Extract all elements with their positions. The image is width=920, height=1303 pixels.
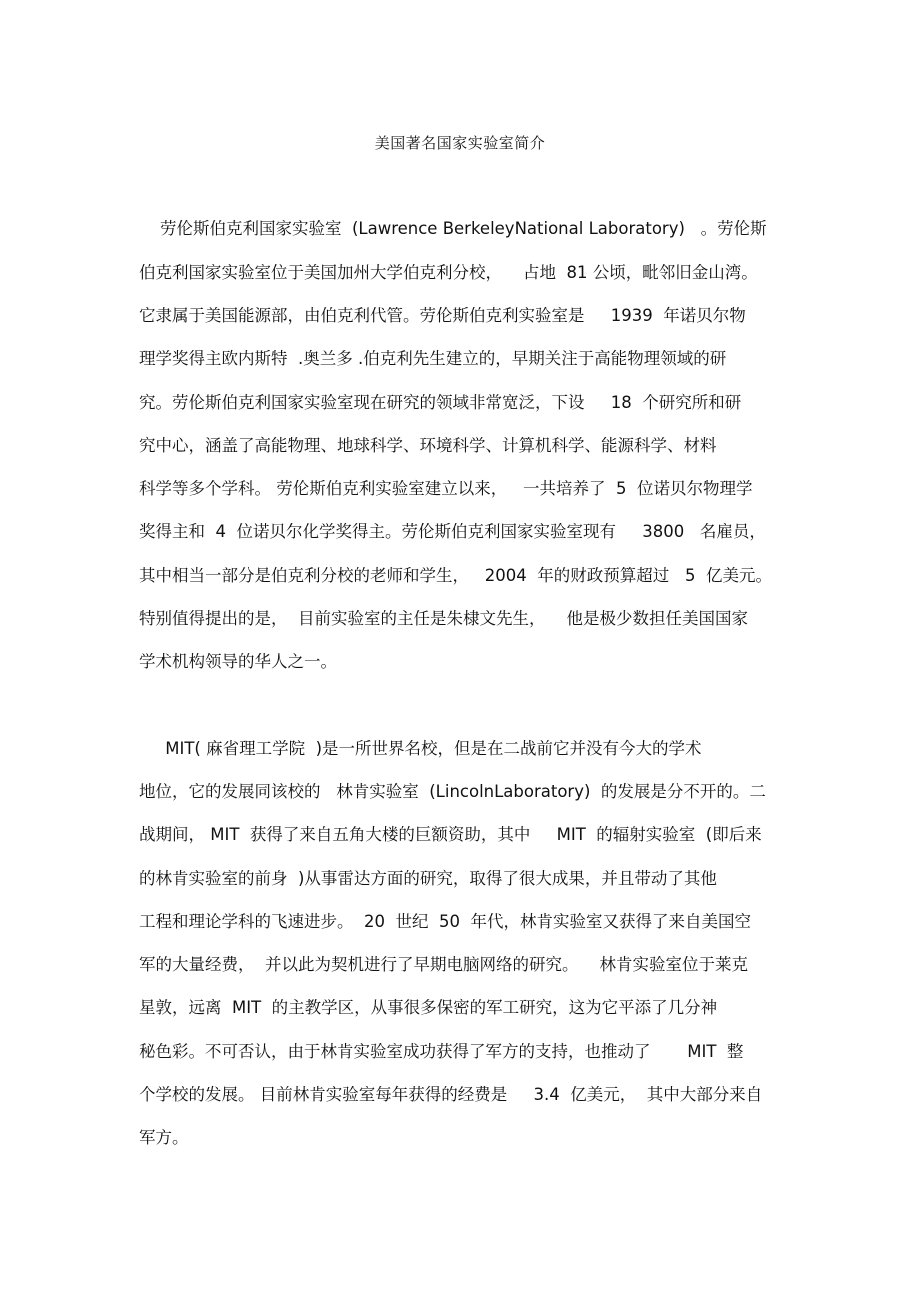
text-line: 秘色彩。不可否认，由于林肯实验室成功获得了军方的支持，也推动了 MIT 整 xyxy=(139,1042,744,1061)
text-line: 它隶属于美国能源部，由伯克利代管。劳伦斯伯克利实验室是 1939 年诺贝尔物 xyxy=(139,306,746,325)
text-line: 特别值得提出的是， 目前实验室的主任是朱棣文先生， 他是极少数担任美国国家 xyxy=(139,609,748,628)
text-line: 地位，它的发展同该校的 林肯实验室 (LincolnLaboratory) 的发展是分不开的。二 xyxy=(139,782,766,801)
text-line: 学术机构领导的华人之一。 xyxy=(139,652,337,671)
text-line: 理学奖得主欧内斯特 .奥兰多 .伯克利先生建立的，早期关注于高能物理领域的研 xyxy=(139,349,727,368)
text-line: 伯克利国家实验室位于美国加州大学伯克利分校， 占地 81 公顷，毗邻旧金山湾。 xyxy=(139,263,758,282)
text-line: 劳伦斯伯克利国家实验室 (Lawrence BerkeleyNational Laboratory) 。劳伦斯 xyxy=(139,219,767,238)
text-line: 的林肯实验室的前身 )从事雷达方面的研究，取得了很大成果，并且带动了其他 xyxy=(139,869,717,888)
text-line: 战期间， MIT 获得了来自五角大楼的巨额资助，其中 MIT 的辐射实验室 (即后来 xyxy=(139,825,762,844)
text-line: 军方。 xyxy=(139,1128,189,1147)
document-title: 美国著名国家实验室简介 xyxy=(374,134,546,152)
text-line: 工程和理论学科的飞速进步。 20 世纪 50 年代，林肯实验室又获得了来自美国空 xyxy=(139,912,751,931)
text-line: MIT( 麻省理工学院 )是一所世界名校，但是在二战前它并没有今大的学术 xyxy=(139,739,702,758)
text-line: 军的大量经费， 并以此为契机进行了早期电脑网络的研究。 林肯实验室位于莱克 xyxy=(139,955,748,974)
text-line: 星敦，远离 MIT 的主教学区，从事很多保密的军工研究，这为它平添了几分神 xyxy=(139,998,718,1017)
text-line: 个学校的发展。 目前林肯实验室每年获得的经费是 3.4 亿美元， 其中大部分来自 xyxy=(139,1085,763,1104)
text-line: 科学等多个学科。 劳伦斯伯克利实验室建立以来， 一共培养了 5 位诺贝尔物理学 xyxy=(139,479,753,498)
text-line: 其中相当一部分是伯克利分校的老师和学生， 2004 年的财政预算超过 5 亿美元。 xyxy=(139,566,772,585)
text-line: 奖得主和 4 位诺贝尔化学奖得主。劳伦斯伯克利国家实验室现有 3800 名雇员， xyxy=(139,522,766,541)
text-line: 究中心，涵盖了高能物理、地球科学、环境科学、计算机科学、能源科学、材料 xyxy=(139,436,717,455)
text-line: 究。劳伦斯伯克利国家实验室现在研究的领域非常宽泛，下设 18 个研究所和研 xyxy=(139,393,742,412)
